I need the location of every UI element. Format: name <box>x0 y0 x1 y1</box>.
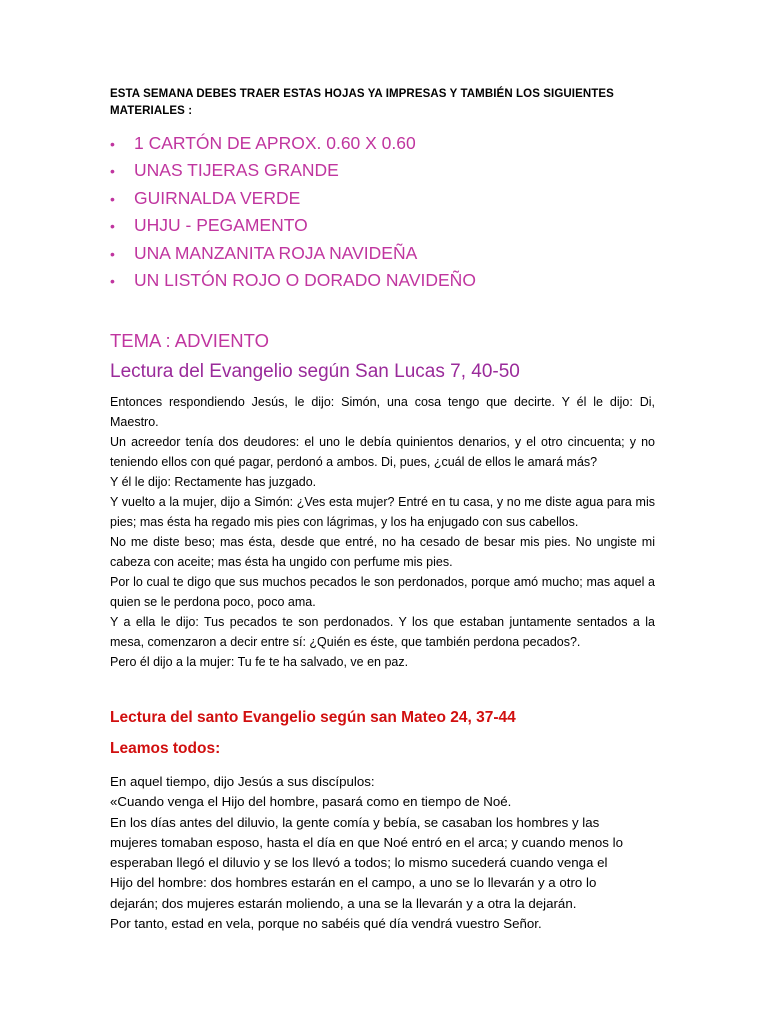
passage-line: esperaban llegó el diluvio y se los llevó a todos; lo mismo sucederá cuando venga el <box>110 855 608 871</box>
passage-paragraph: Un acreedor tenía dos deudores: el uno le debía quinientos denarios, y el otro cincuenta; y no teniendo ellos con qué pagar, perdonó a ambos. Di, pues, ¿cuál de ellos le amará más? <box>110 435 655 469</box>
bullet-icon: • <box>110 218 115 235</box>
passage-paragraph: Entonces respondiendo Jesús, le dijo: Simón, una cosa tengo que decirte. Y él le dijo: Di, Maestro. <box>110 395 655 429</box>
intro-text: ESTA SEMANA DEBES TRAER ESTAS HOJAS YA IMPRESAS Y TAMBIÉN LOS SIGUIENTES MATERIALES : <box>110 88 614 117</box>
bullet-icon: • <box>110 190 115 207</box>
passage-paragraph: Y a ella le dijo: Tus pecados te son perdonados. Y los que estaban juntamente sentados a la mesa, comenzaron a decir entre sí: ¿Quién es éste, que también perdona pecados?. <box>110 615 655 649</box>
tema-heading: TEMA : ADVIENTO <box>110 330 270 351</box>
material-label: UHJU - PEGAMENTO <box>134 215 308 236</box>
material-label: UNA MANZANITA ROJA NAVIDEÑA <box>134 242 418 263</box>
material-item <box>110 212 476 239</box>
material-label: UN LISTÓN ROJO O DORADO NAVIDEÑO <box>134 269 476 290</box>
bullet-icon: • <box>110 245 115 262</box>
passage-line: En aquel tiempo, dijo Jesús a sus discípulos: <box>110 774 375 789</box>
lucas-passage <box>110 392 655 672</box>
bullet-icon: • <box>110 272 115 289</box>
bullet-icon: • <box>110 136 115 152</box>
material-item <box>110 185 476 212</box>
mateo-passage <box>110 772 655 934</box>
passage-line: Por tanto, estad en vela, porque no sabéis qué día vendrá vuestro Señor. <box>110 916 542 932</box>
passage-line: mujeres tomaban esposo, hasta el día en que Noé entró en el arca; y cuando menos lo <box>110 834 623 850</box>
passage-line: En los días antes del diluvio, la gente comía y bebía, se casaban los hombres y las <box>110 814 600 830</box>
material-label: UNAS TIJERAS GRANDE <box>134 160 339 181</box>
passage-line: «Cuando venga el Hijo del hombre, pasará como en tiempo de Noé. <box>110 794 512 810</box>
leamos-heading: Leamos todos: <box>110 740 221 757</box>
passage-paragraph: Por lo cual te digo que sus muchos pecados le son perdonados, porque amó mucho; mas aquel a quien se le perdona poco, poco ama. <box>110 575 655 609</box>
material-label: 1 CARTÓN DE APROX. 0.60 X 0.60 <box>134 133 416 153</box>
passage-line: Hijo del hombre: dos hombres estarán en el campo, a uno se lo llevarán y a otro lo <box>110 875 597 891</box>
material-item <box>110 130 476 157</box>
passage-paragraph: Y vuelto a la mujer, dijo a Simón: ¿Ves esta mujer? Entré en tu casa, y no me diste agua para mis pies; mas ésta ha regado mis pies con lágrimas, y los ha enjugado con sus cabellos. <box>110 495 655 529</box>
material-item <box>110 240 476 267</box>
lectura-lucas-title: Lectura del Evangelio según San Lucas 7, 40-50 <box>110 361 520 382</box>
passage-line: dejarán; dos mujeres estarán moliendo, a una se la llevarán y a otra la dejarán. <box>110 895 577 911</box>
passage-paragraph: Y él le dijo: Rectamente has juzgado. <box>110 475 317 489</box>
materials-list <box>110 130 476 294</box>
passage-paragraph: No me diste beso; mas ésta, desde que entré, no ha cesado de besar mis pies. No ungiste mi cabeza con aceite; mas ésta ha ungido con perfume mis pies. <box>110 535 655 569</box>
passage-paragraph: Pero él dijo a la mujer: Tu fe te ha salvado, ve en paz. <box>110 655 409 669</box>
material-label: GUIRNALDA VERDE <box>134 187 301 208</box>
material-item <box>110 157 476 184</box>
bullet-icon: • <box>110 163 115 180</box>
material-item <box>110 267 476 294</box>
lectura-mateo-title: Lectura del santo Evangelio según san Mateo 24, 37-44 <box>110 709 516 726</box>
